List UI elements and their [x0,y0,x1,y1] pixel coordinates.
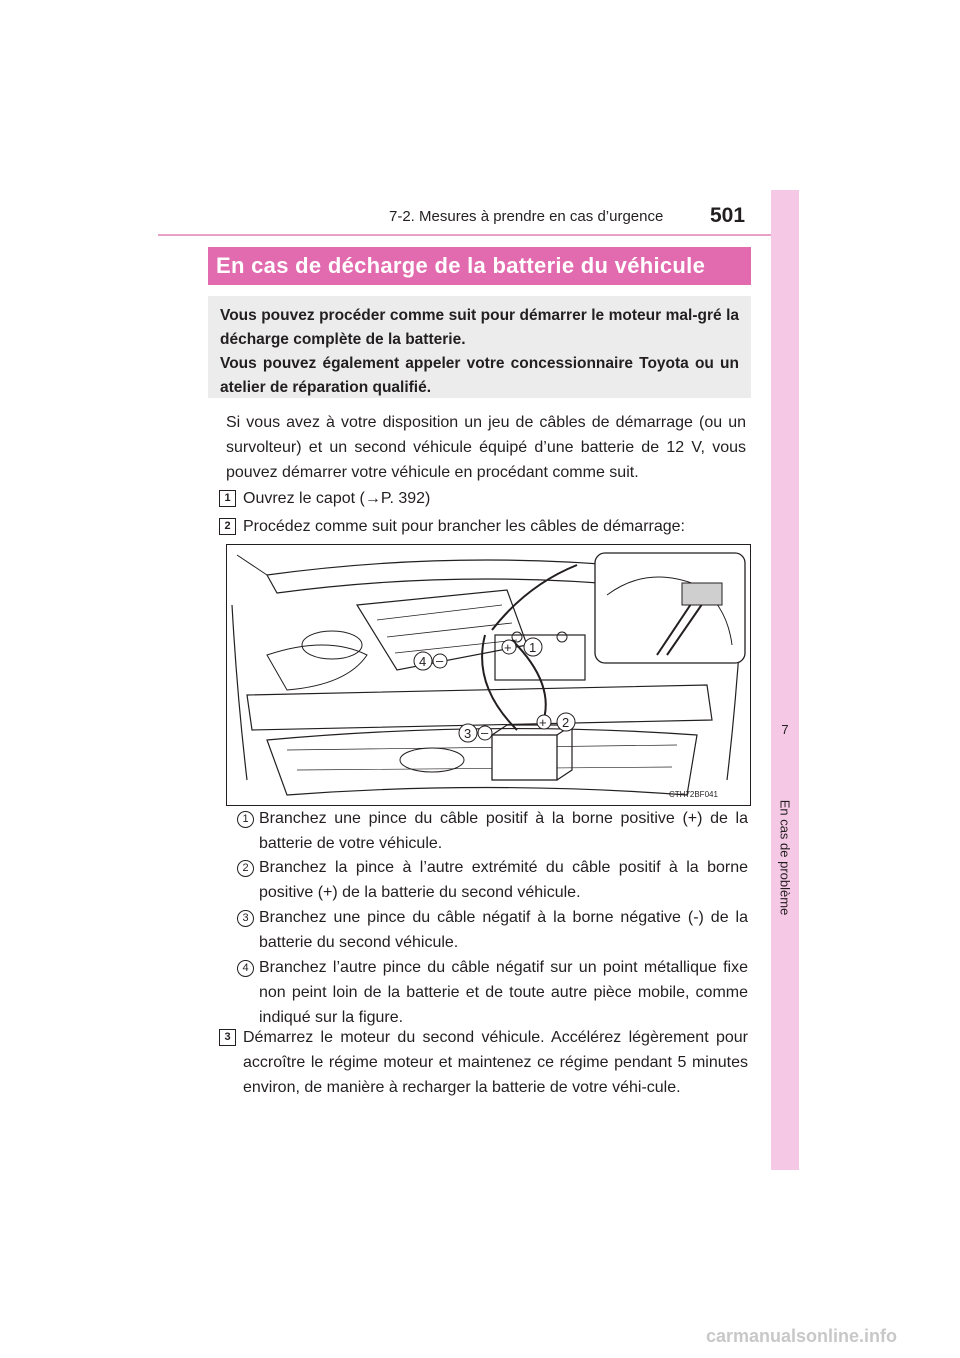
section-heading: 7-2. Mesures à prendre en cas d’urgence [389,208,664,225]
minus-sign-2: – [481,725,489,740]
step-number-3: 3 [219,1029,236,1046]
jump-start-illustration [226,544,751,806]
intro-text-2: Vous pouvez également appeler votre concessionnaire Toyota ou un atelier de réparation qualifié. [220,355,739,396]
plus-sign-2: + [539,715,547,730]
watermark: carmanualsonline.info [706,1326,898,1346]
substep-text-4: Branchez l’autre pince du câble négatif sur un point métallique fixe non peint loin de la batterie et de toute autre pièce mobile, comme indiqué sur la figure. [259,959,748,1026]
chapter-tab [771,190,799,1170]
callout-2: 2 [562,715,570,730]
callout-1: 1 [529,640,537,655]
page-title: En cas de décharge de la batterie du véhicule [208,247,751,285]
step-text-2: Procédez comme suit pour brancher les câbles de démarrage: [243,518,685,535]
substep-text-3: Branchez une pince du câble négatif à la borne négative (-) de la batterie du second véhicule. [259,909,748,951]
plus-sign: + [504,640,512,655]
substep-text-2: Branchez la pince à l’autre extrémité du câble positif à la borne positive (+) de la batterie du second véhicule. [259,859,748,901]
header-rule [158,234,799,236]
substep-number-4: 4 [237,960,254,977]
step-text-3: Démarrez le moteur du second véhicule. Accélérez légèrement pour accroître le régime moteur et maintenez ce régime pendant 5 minutes environ, de manière à recharger la batterie de votre véhi-cule. [243,1029,748,1096]
intro-box [208,296,751,398]
body-paragraph: Si vous avez à votre disposition un jeu de câbles de démarrage (ou un survolteur) et un second véhicule équipé d’une batterie de 12 V, vous pouvez démarrer votre véhicule en procédant comme suit. [226,414,746,481]
figure-code: CTH72BF041 [669,790,718,799]
substep-number-3: 3 [237,910,254,927]
substep-number-1: 1 [237,811,254,828]
substep-number-2: 2 [237,860,254,877]
engine-bay-drawing [227,545,750,805]
minus-sign: – [436,653,444,668]
substep-text-1: Branchez une pince du câble positif à la borne positive (+) de la batterie de votre véhicule. [259,810,748,852]
callout-4: 4 [419,654,427,669]
chapter-label: En cas de problème [777,799,793,916]
step-number-2: 2 [219,518,236,535]
page-number: 501 [710,204,746,227]
callout-3: 3 [464,726,472,741]
chapter-number: 7 [781,722,789,737]
intro-text-1: Vous pouvez procéder comme suit pour démarrer le moteur mal-gré la décharge complète de la batterie. [220,307,739,348]
step-number-1: 1 [219,490,236,507]
step-text-1: Ouvrez le capot (→P. 392) [243,490,431,507]
